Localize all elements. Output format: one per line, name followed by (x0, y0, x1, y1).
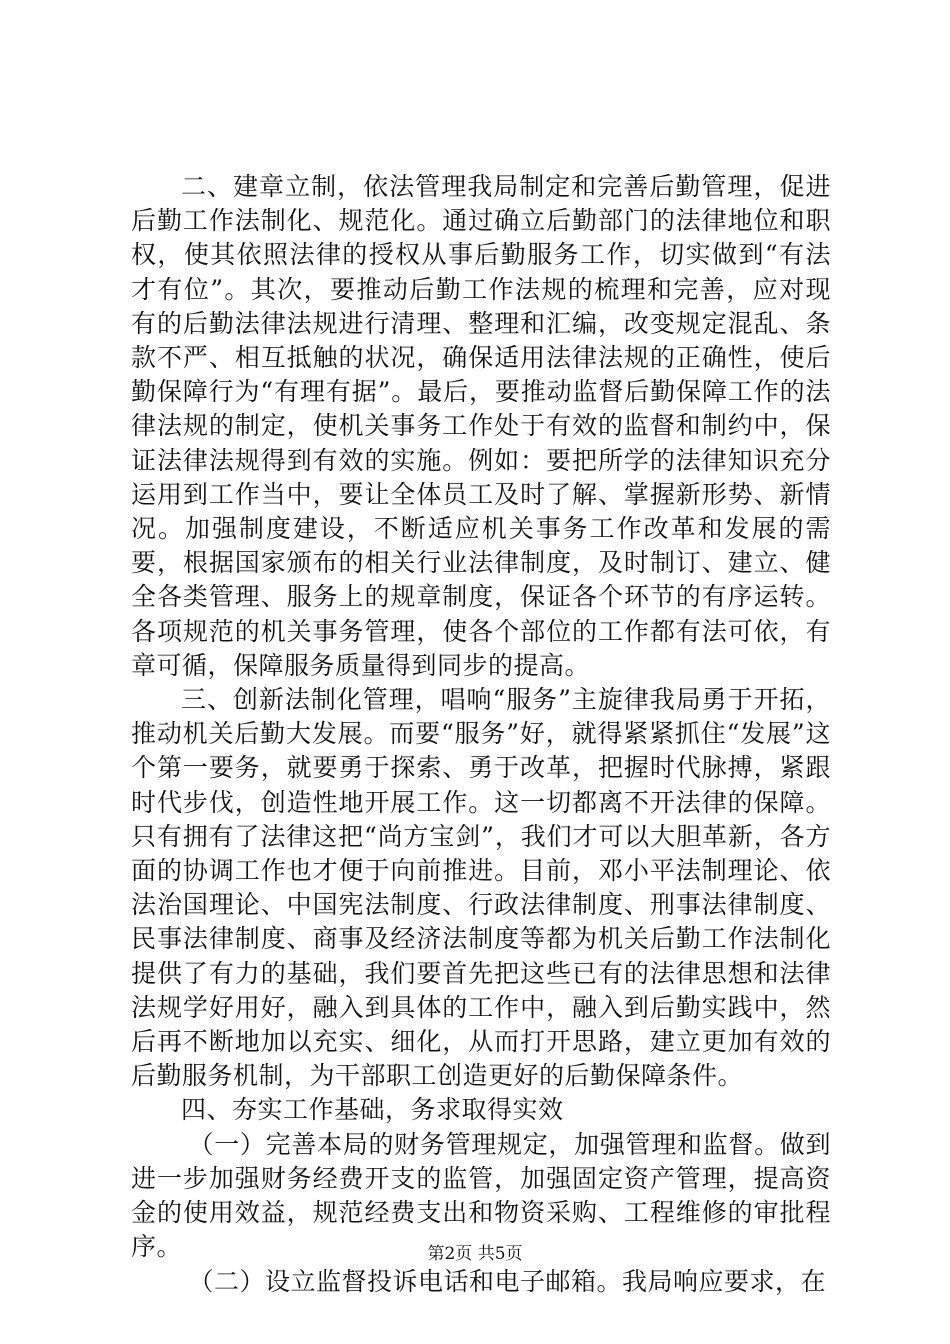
page-number-footer: 第2页 共5页 (427, 1244, 523, 1264)
paragraph-section-two: 二、建章立制，依法管理我局制定和完善后勤管理，促进后勤工作法制化、规范化。通过确立后勤部门的法律地位和职权，使其依照法律的授权从事后勤服务工作，切实做到“有法才有位”。其次，要推动后勤工作法规的梳理和完善，应对现有的后勤法律法规进行清理、整理和汇编，改变规定混乱、条款不严、相互抵触的状况，确保适用法律法规的正确性，使后勤保障行为“有理有据”。最后，要推动监督后勤保障工作的法律法规的制定，使机关事务工作处于有效的监督和制约中，保证法律法规得到有效的实施。例如：要把所学的法律知识充分运用到工作当中，要让全体员工及时了解、掌握新形势、新情况。加强制度建设，不断适应机关事务工作改革和发展的需要，根据国家颁布的相关行业法律制度，及时制订、建立、健全各类管理、服务上的规章制度，保证各个环节的有序运转。各项规范的机关事务管理，使各个部位的工作都有法可依，有章可循，保障服务质量得到同步的提高。 (131, 172, 831, 680)
heading-section-four: 四、夯实工作基础，务求取得实效 (181, 1095, 564, 1125)
paragraph-section-three: 三、创新法制化管理，唱响“服务”主旋律我局勇于开拓，推动机关后勤大发展。而要“服务”好，就得紧紧抓住“发展”这个第一要务，就要勇于探索、勇于改革，把握时代脉搏，紧跟时代步伐，创造性地开展工作。这一切都离不开法律的保障。只有拥有了法律这把“尚方宝剑”，我们才可以大胆革新，各方面的协调工作也才便于向前推进。目前，邓小平法制理论、依法治国理论、中国宪法制度、行政法律制度、刑事法律制度、民事法律制度、商事及经济法制度等都为机关后勤工作法制化提供了有力的基础，我们要首先把这些已有的法律思想和法律法规学好用好，融入到具体的工作中，融入到后勤实践中，然后再不断地加以充实、细化，从而打开思路，建立更加有效的后勤服务机制，为干部职工创造更好的后勤保障条件。 (131, 685, 831, 1091)
paragraph-item-one: （一）完善本局的财务管理规定，加强管理和监督。做到进一步加强财务经费开支的监管，加强固定资产管理，提高资金的使用效益，规范经费支出和物资采购、工程维修的审批程序。 (131, 1129, 831, 1262)
paragraph-item-two: （二）设立监督投诉电话和电子邮箱。我局响应要求，在 (188, 1266, 827, 1296)
document-body (131, 170, 831, 1299)
